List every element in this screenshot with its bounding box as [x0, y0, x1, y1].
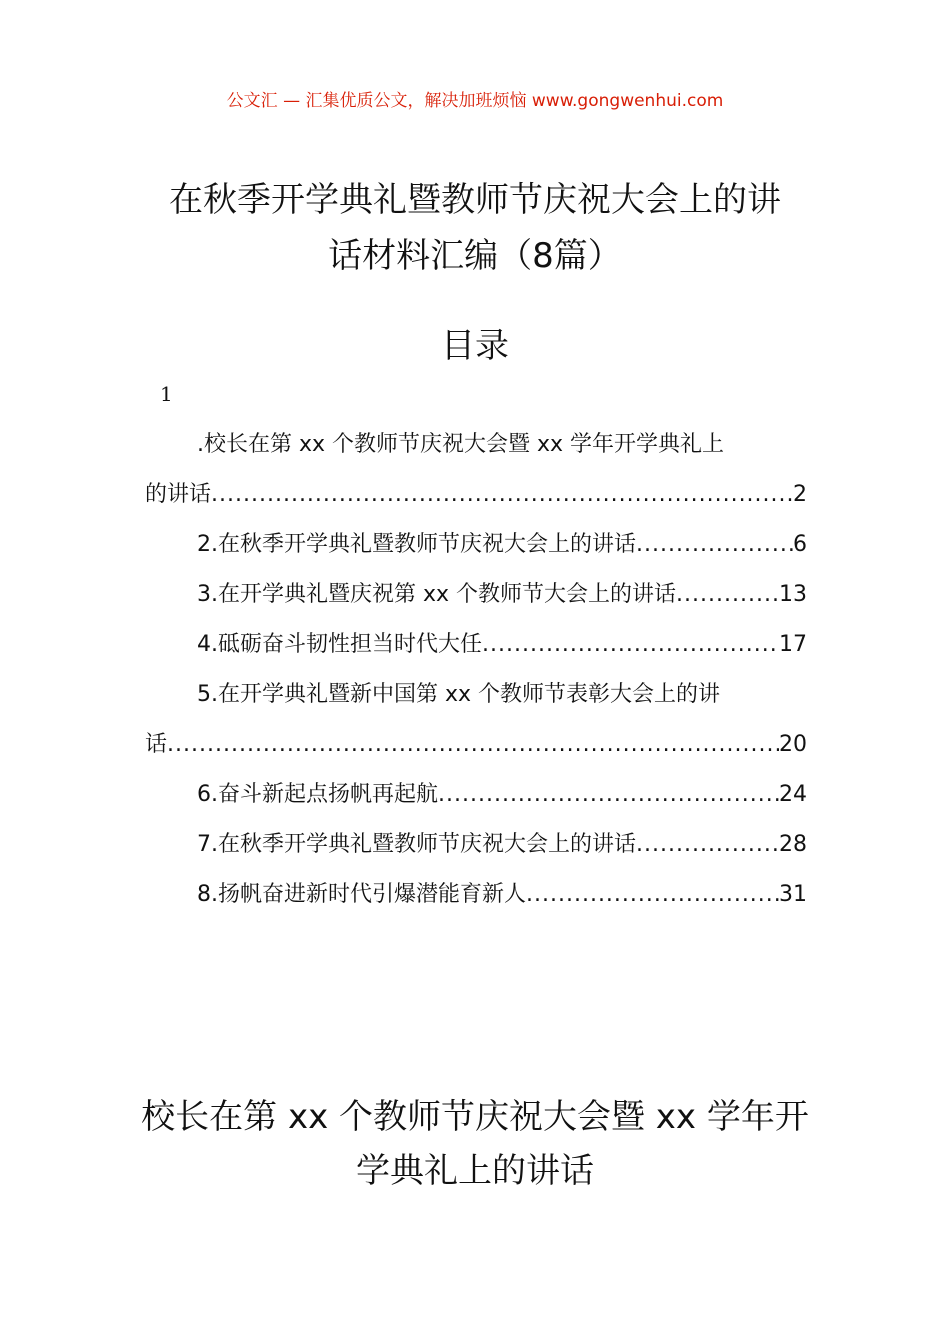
toc-page-number: 13 [779, 582, 807, 607]
toc-entry-2[interactable] [145, 520, 807, 570]
toc-page-number: 28 [779, 832, 807, 857]
toc-heading: 目录 [441, 326, 509, 366]
toc-stray-number: 1 [160, 382, 173, 406]
toc-leader-dots [482, 620, 779, 670]
toc-leader-dots [211, 470, 793, 520]
toc-page-number: 17 [779, 632, 807, 657]
toc-entry-3[interactable] [145, 570, 807, 620]
toc-entry-8[interactable] [145, 870, 807, 920]
toc-entry-7[interactable] [145, 820, 807, 870]
toc-page-number: 2 [793, 482, 807, 507]
toc-page-number: 20 [779, 732, 807, 757]
toc-entry-text: .校长在第 xx 个教师节庆祝大会暨 xx 学年开学典礼上 [197, 432, 725, 457]
toc-entry-text: 话 [145, 732, 168, 757]
section-title [135, 1090, 815, 1198]
toc-entry-text: 2.在秋季开学典礼暨教师节庆祝大会上的讲话 [197, 532, 636, 557]
toc-page-number: 6 [793, 532, 807, 557]
toc-entry-4[interactable] [145, 620, 807, 670]
toc-leader-dots [167, 720, 779, 770]
toc-entry-text: 8.扬帆奋进新时代引爆潜能育新人 [197, 882, 526, 907]
toc-entry-text: 5.在开学典礼暨新中国第 xx 个教师节表彰大会上的讲 [197, 682, 721, 707]
toc-page-number: 24 [779, 782, 807, 807]
toc-entry-text: 4.砥砺奋斗韧性担当时代大任 [197, 632, 482, 657]
toc-page-number: 31 [779, 882, 807, 907]
toc-leader-dots [526, 870, 779, 920]
toc-leader-dots [636, 820, 779, 870]
document-title [140, 172, 810, 284]
toc-entry-text: 6.奋斗新起点扬帆再起航 [197, 782, 438, 807]
toc-entry-6[interactable] [145, 770, 807, 820]
toc-leader-dots [636, 520, 793, 570]
document-title-line-2: 话材料汇编（8篇） [328, 236, 622, 276]
section-title-line-1: 校长在第 xx 个教师节庆祝大会暨 xx 学年开 [141, 1097, 809, 1137]
header-banner: 公文汇 — 汇集优质公文，解决加班烦恼 www.gongwenhui.com [226, 91, 724, 111]
document-title-line-1: 在秋季开学典礼暨教师节庆祝大会上的讲 [169, 180, 781, 220]
toc-entry-text: 3.在开学典礼暨庆祝第 xx 个教师节大会上的讲话 [197, 582, 677, 607]
toc-entry-text: 的讲话 [145, 482, 212, 507]
table-of-contents [145, 420, 807, 920]
toc-entry-5[interactable] [145, 670, 807, 770]
toc-entry-text: 7.在秋季开学典礼暨教师节庆祝大会上的讲话 [197, 832, 636, 857]
toc-entry-1[interactable] [145, 420, 807, 520]
toc-leader-dots [438, 770, 779, 820]
section-title-line-2: 学典礼上的讲话 [356, 1151, 594, 1191]
toc-leader-dots [676, 570, 779, 620]
